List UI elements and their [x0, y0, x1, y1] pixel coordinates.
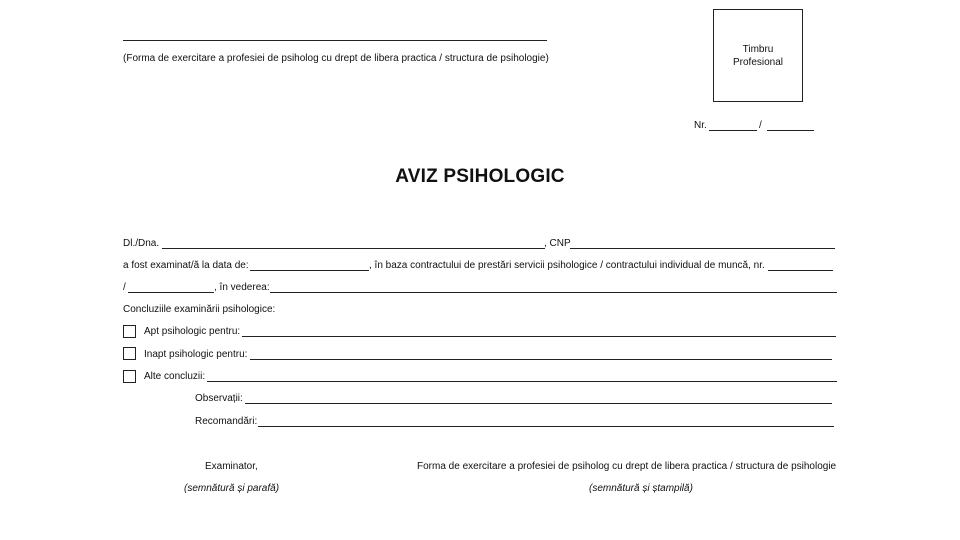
page-title: AVIZ PSIHOLOGIC: [395, 166, 565, 187]
inapt-checkbox[interactable]: [123, 347, 136, 360]
recommendations-label: Recomandări:: [195, 416, 258, 427]
practice-signature-hint: (semnătură și ștampilă): [589, 483, 693, 494]
stamp-line1: Timbru: [742, 43, 774, 55]
nr-prefix: /: [123, 282, 126, 293]
contract-label: , în baza contractului de prestări servicii psihologice / contractului individual de muncă, nr.: [369, 260, 765, 271]
stamp-box: [713, 9, 803, 102]
stamp-line2: Profesional: [732, 56, 784, 68]
examiner-signature-hint: (semnătură și parafă): [184, 483, 280, 494]
nr-separator: /: [759, 120, 762, 131]
observations-field[interactable]: [245, 392, 832, 404]
other-field[interactable]: [207, 370, 837, 382]
practice-form-line[interactable]: [123, 30, 547, 41]
inapt-label: Inapt psihologic pentru:: [144, 349, 248, 360]
inapt-field[interactable]: [250, 348, 832, 360]
practice-signature-label: Forma de exercitare a profesiei de psiholog cu drept de libera practica / structura de psihologie: [417, 461, 837, 472]
nr-label: Nr.: [694, 120, 707, 131]
apt-field[interactable]: [242, 325, 836, 337]
name-label: Dl./Dna.: [123, 238, 160, 249]
examined-label: a fost examinat/ă la data de:: [123, 260, 249, 271]
cnp-field[interactable]: [570, 237, 835, 249]
purpose-label: , în vederea:: [214, 282, 270, 293]
cnp-label: , CNP: [544, 238, 571, 249]
examiner-label: Examinator,: [205, 461, 258, 472]
apt-checkbox[interactable]: [123, 325, 136, 338]
conclusions-label: Concluziile examinării psihologice:: [123, 304, 276, 315]
other-label: Alte concluzii:: [144, 371, 206, 382]
apt-label: Apt psihologic pentru:: [144, 326, 241, 337]
exam-date-field[interactable]: [250, 259, 369, 271]
name-field[interactable]: [162, 237, 545, 249]
nr-date-field[interactable]: [767, 119, 814, 131]
purpose-field[interactable]: [270, 281, 837, 293]
nr-field[interactable]: [709, 119, 757, 131]
contract-nr-field[interactable]: [768, 259, 833, 271]
other-checkbox[interactable]: [123, 370, 136, 383]
observations-label: Observații:: [195, 393, 243, 404]
contract-date-field[interactable]: [128, 281, 214, 293]
practice-form-caption: (Forma de exercitare a profesiei de psiholog cu drept de libera practica / structura de psihologie): [123, 53, 549, 64]
recommendations-field[interactable]: [258, 415, 834, 427]
